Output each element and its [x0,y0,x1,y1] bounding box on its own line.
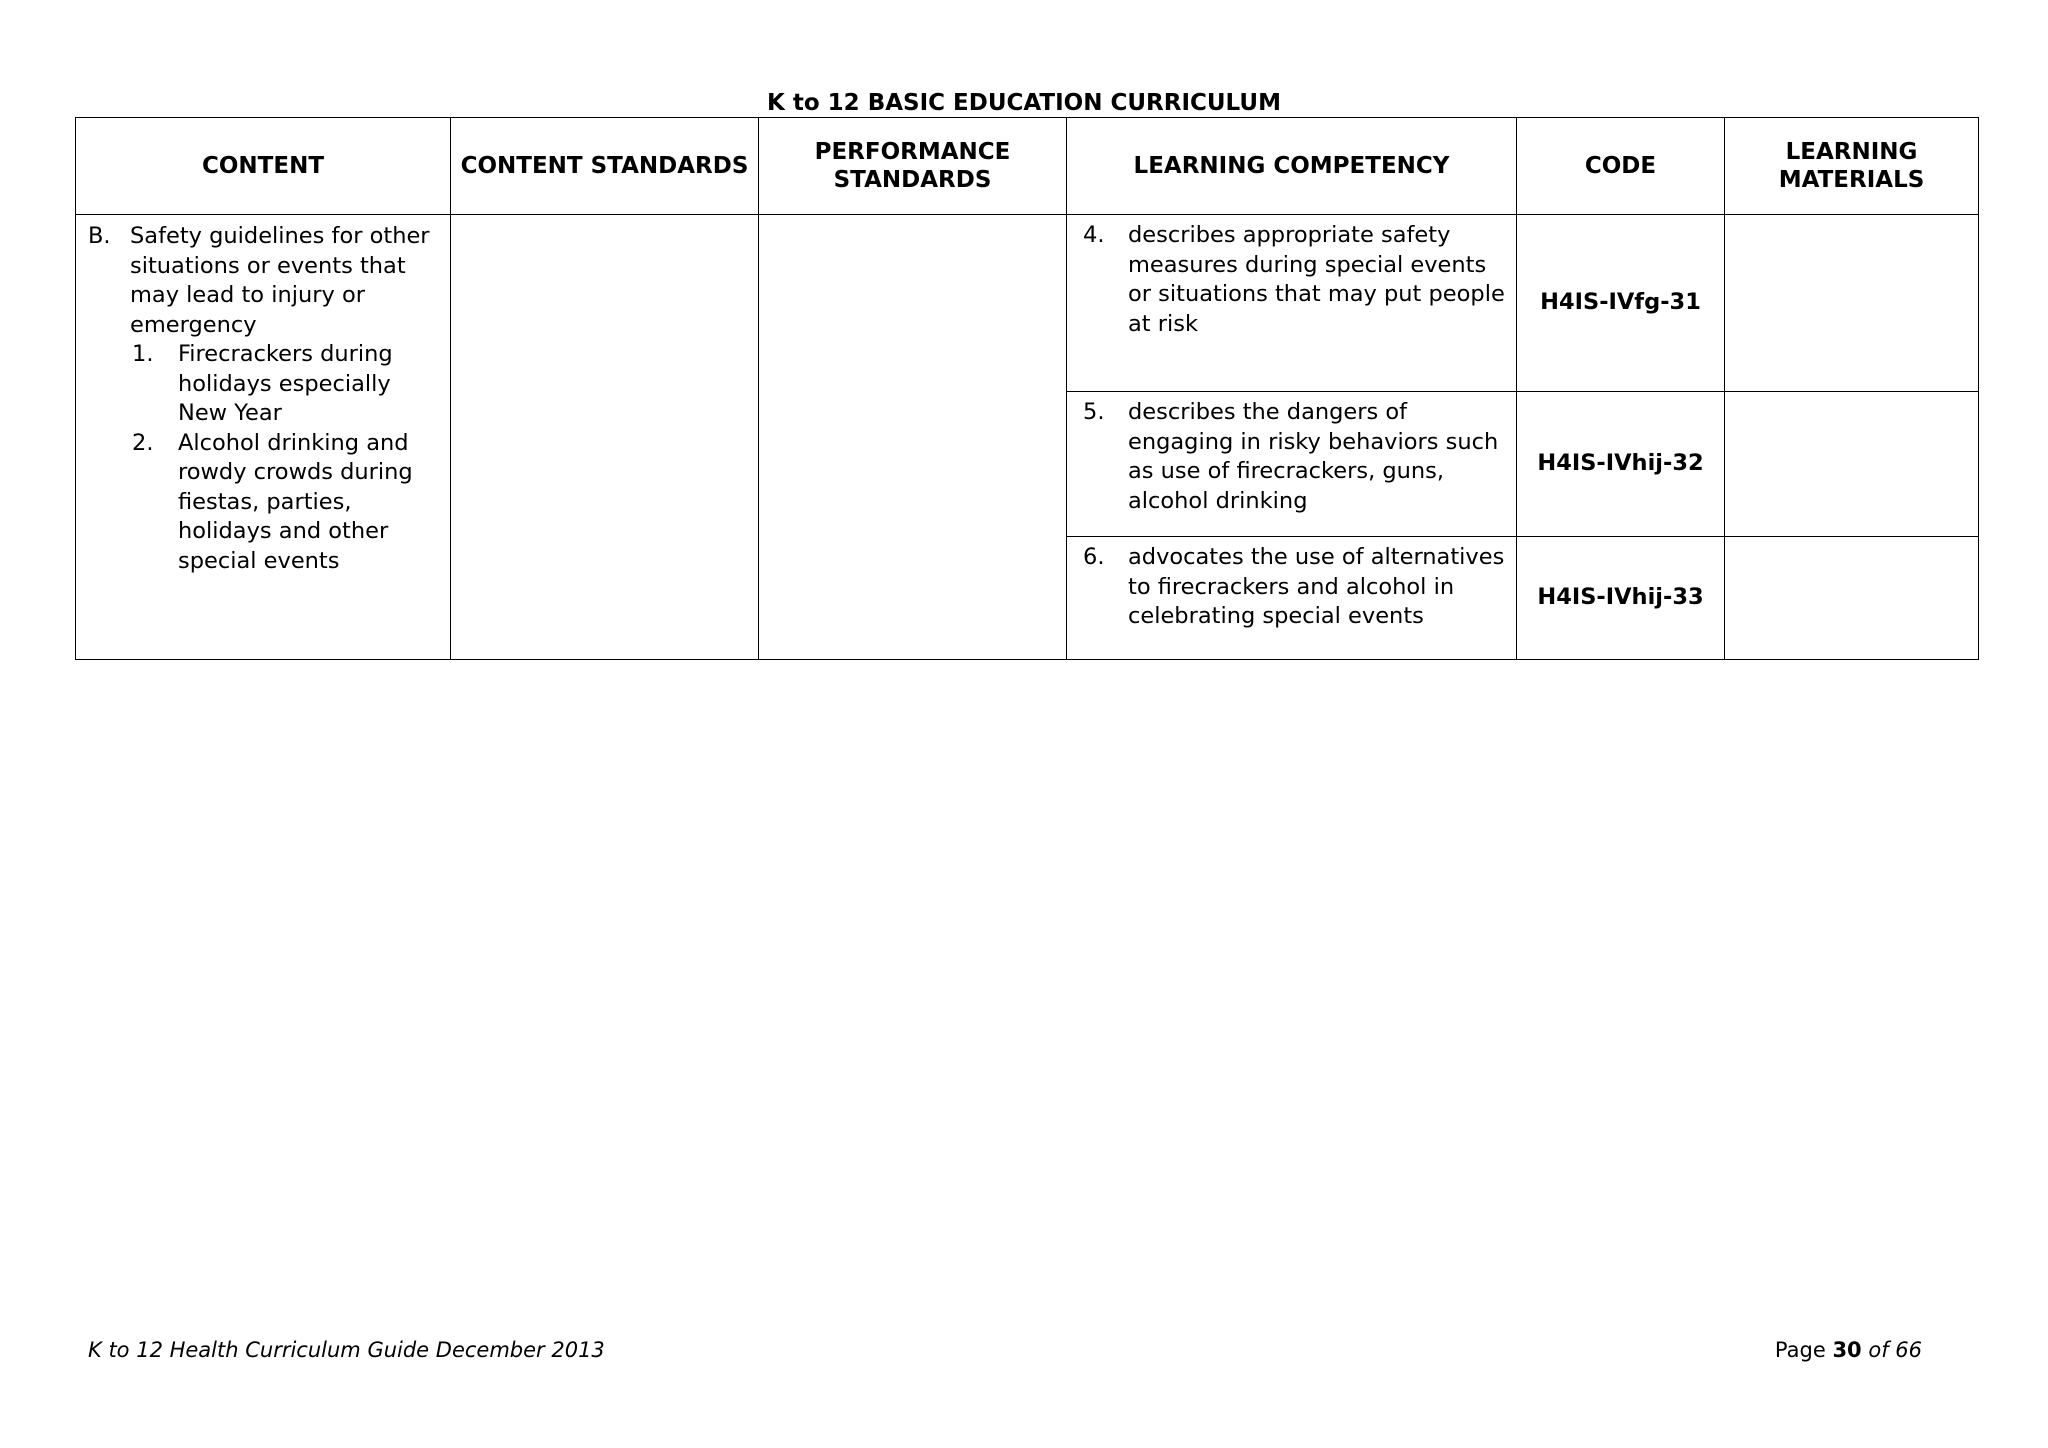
code-cell: H4IS-IVhij-32 [1517,392,1725,537]
competency-text: advocates the use of alternatives to firecrackers and alcohol in celebrating special events [1128,544,1505,629]
competency-number: 4. [1083,222,1105,248]
learning-materials-cell [1725,537,1979,660]
curriculum-table [75,117,1979,660]
content-subitem-text: Alcohol drinking and rowdy crowds during fiestas, parties, holidays and other special events [178,429,413,574]
footer-page-indicator [1775,1336,1922,1364]
code-cell: H4IS-IVfg-31 [1517,215,1725,392]
learning-materials-cell [1725,392,1979,537]
competency-cell [1067,392,1517,537]
header-content: CONTENT [76,118,451,215]
footer-guide-title: K to 12 Health Curriculum Guide December 2013 [88,1338,605,1362]
content-topic [88,222,442,576]
competency-cell [1067,215,1517,392]
header-code: CODE [1517,118,1725,215]
content-subitem-text: Firecrackers during holidays especially New Year [178,341,393,426]
content-subitem-number: 2. [132,429,154,456]
content-subitem [130,429,442,577]
header-learning-materials: LEARNING MATERIALS [1725,118,1979,215]
competency-text: describes appropriate safety measures during special events or situations that may put people at risk [1128,222,1505,337]
footer-page-number: 30 [1832,1338,1862,1362]
header-performance-standards: PERFORMANCE STANDARDS [759,118,1067,215]
document-title: K to 12 BASIC EDUCATION CURRICULUM [767,90,1281,116]
footer-page-label: Page [1774,1338,1826,1362]
content-topic-text: Safety guidelines for other situations or events that may lead to injury or emergency [130,223,430,338]
footer-page-total: of 66 [1868,1338,1922,1362]
content-standards-cell [451,215,759,660]
header-learning-competency: LEARNING COMPETENCY [1067,118,1517,215]
competency-number: 6. [1083,544,1105,570]
code-cell: H4IS-IVhij-33 [1517,537,1725,660]
content-subitem-number: 1. [132,341,154,367]
table-row [76,215,1979,392]
competency-number: 5. [1083,399,1105,425]
learning-materials-cell [1725,215,1979,392]
content-letter: B. [88,223,111,249]
competency-cell [1067,537,1517,660]
content-subitem [130,340,442,429]
competency-text: describes the dangers of engaging in risky behaviors such as use of firecrackers, guns, alcohol drinking [1128,399,1499,514]
performance-standards-cell [759,215,1067,660]
header-row [76,118,1979,215]
content-cell [76,215,451,660]
header-content-standards: CONTENT STANDARDS [451,118,759,215]
